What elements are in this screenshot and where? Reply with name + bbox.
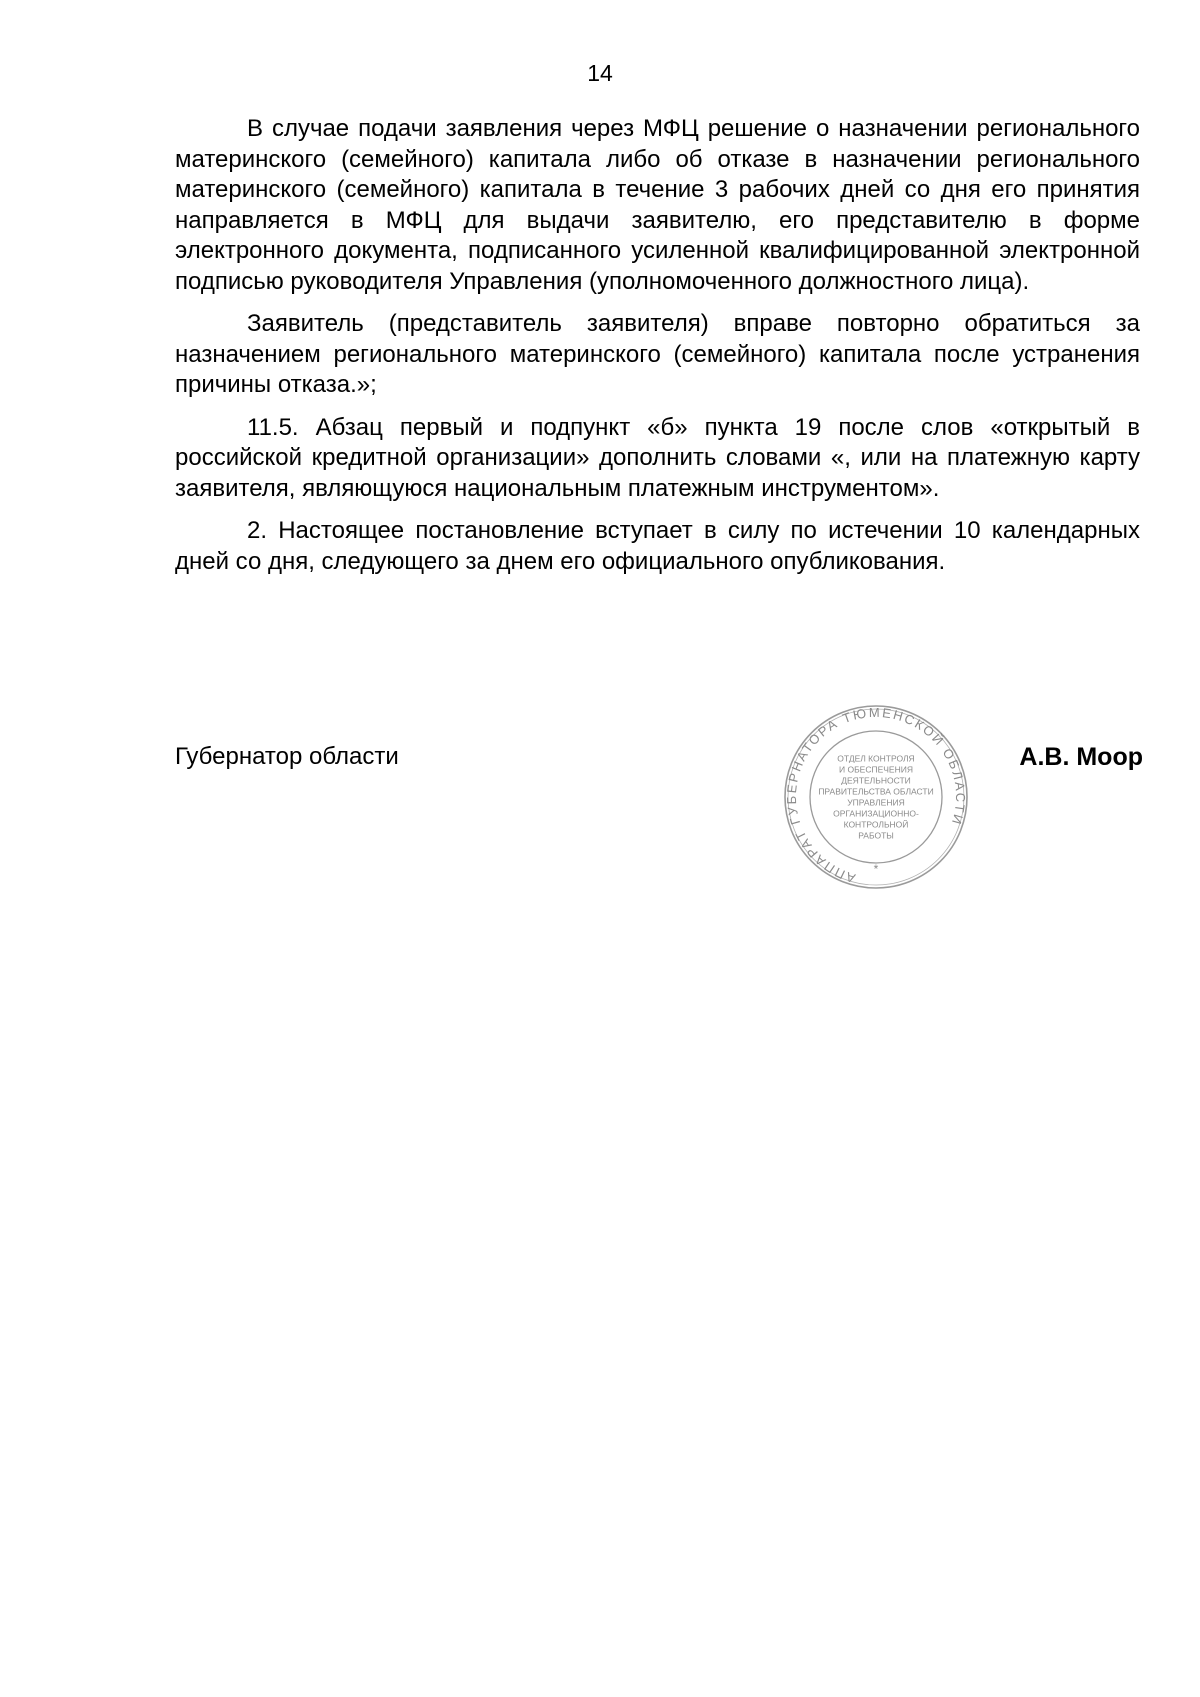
document-body [175, 114, 1140, 589]
signatory-title: Губернатор области [175, 743, 399, 770]
official-stamp-seal [782, 703, 970, 891]
stamp-outer-text: АППАРАТ ГУБЕРНАТОРА ТЮМЕНСКОЙ ОБЛАСТИ [783, 704, 969, 887]
paragraph-amendment-11-5: 11.5. Абзац первый и подпункт «б» пункта 19 после слов «открытый в российской кредитной организации» дополнить словами «, или на платежную карту заявителя, являющуюся национальным платежным инструментом». [175, 413, 1140, 502]
stamp-inner-line: ПРАВИТЕЛЬСТВА ОБЛАСТИ [818, 786, 934, 797]
stamp-inner-line: ДЕЯТЕЛЬНОСТИ [841, 775, 911, 786]
stamp-inner-line: РАБОТЫ [858, 830, 894, 841]
stamp-inner-line: УПРАВЛЕНИЯ [847, 797, 905, 808]
paragraph-mfc-decision: В случае подачи заявления через МФЦ решение о назначении регионального материнского (семейного) капитала либо об отказе в назначении регионального материнского (семейного) капитала в течение 3 рабочих дней со дня его принятия направляется в МФЦ для выдачи заявителю, его представителю в форме электронного документа, подписанного усиленной квалифицированной электронной подписью руководителя Управления (уполномоченного должностного лица). [175, 115, 1140, 295]
stamp-inner-line: КОНТРОЛЬНОЙ [843, 819, 909, 830]
signatory-name: А.В. Моор [1019, 743, 1143, 771]
paragraph-entry-into-force: 2. Настоящее постановление вступает в силу по истечении 10 календарных дней со дня, следующего за днем его официального опубликования. [175, 517, 1140, 575]
stamp-inner-line: И ОБЕСПЕЧЕНИЯ [839, 764, 913, 775]
page-number: 14 [587, 60, 613, 86]
stamp-inner-line: ОРГАНИЗАЦИОННО- [833, 808, 919, 819]
paragraph-repeat-application: Заявитель (представитель заявителя) вправе повторно обратиться за назначением регионального материнского (семейного) капитала после устранения причины отказа.»; [175, 310, 1140, 398]
stamp-star-icon: * [873, 862, 879, 876]
stamp-inner-line: ОТДЕЛ КОНТРОЛЯ [837, 753, 915, 764]
